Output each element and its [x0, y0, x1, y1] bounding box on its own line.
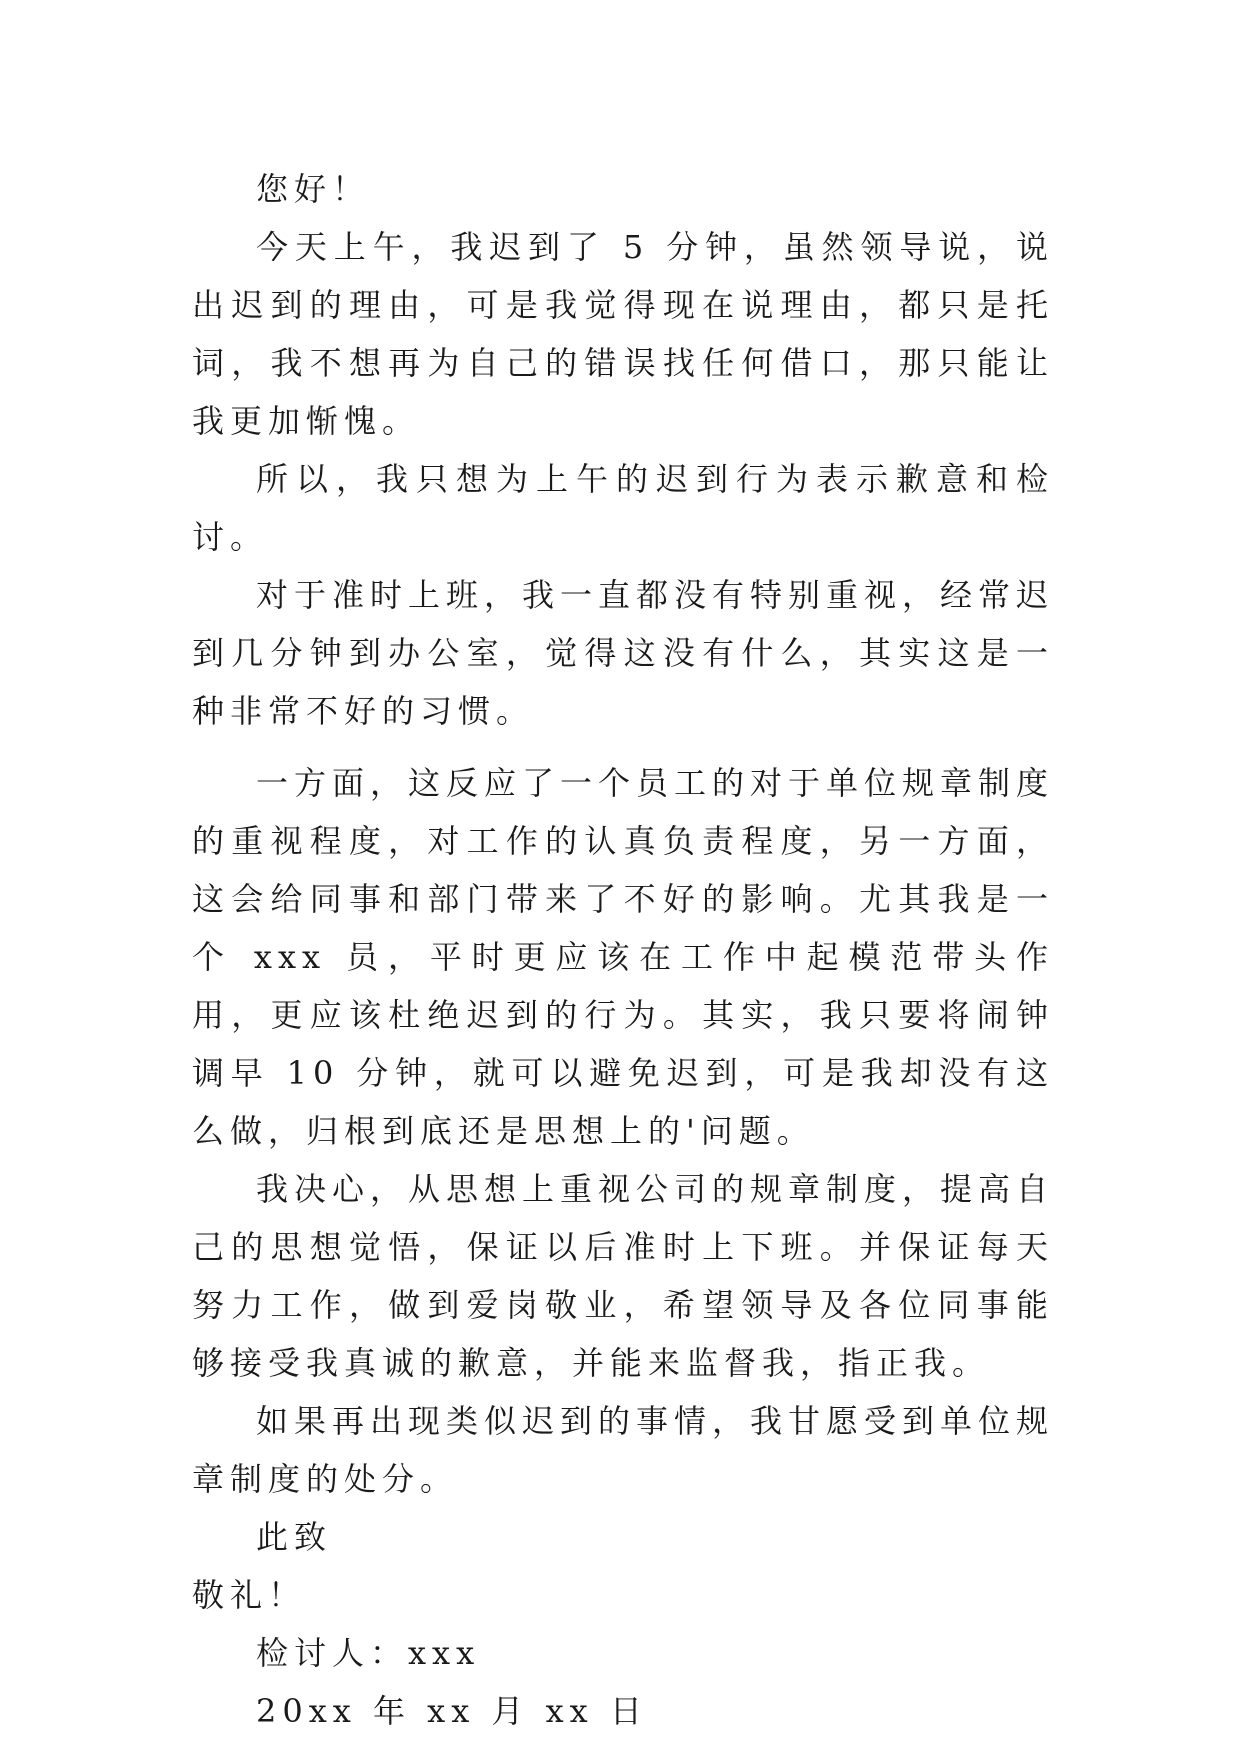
paragraph: 如果再出现类似迟到的事情，我甘愿受到单位规章制度的处分。: [192, 1402, 1055, 1498]
signature: 检讨人：xxx: [256, 1634, 481, 1672]
paragraph: 所以，我只想为上午的迟到行为表示歉意和检讨。: [192, 460, 1054, 556]
greeting: 您好！: [256, 170, 371, 208]
paragraph: 今天上午，我迟到了 5 分钟，虽然领导说，说出迟到的理由，可是我觉得现在说理由，都只是托词，我不想再为自己的错误找任何借口，那只能让我更加惭愧。: [192, 228, 1054, 440]
closing-salutation: 此致: [256, 1518, 333, 1556]
date: 20xx 年 xx 月 xx 日: [256, 1692, 648, 1730]
paragraph: 对于准时上班，我一直都没有特别重视，经常迟到几分钟到办公室，觉得这没有什么，其实这是一种非常不好的习惯。: [192, 576, 1055, 730]
closing-regards: 敬礼！: [192, 1576, 307, 1614]
paragraph: 我决心，从思想上重视公司的规章制度，提高自己的思想觉悟，保证以后准时上下班。并保证每天努力工作，做到爱岗敬业，希望领导及各位同事能够接受我真诚的歉意，并能来监督我，指正我。: [192, 1170, 1055, 1382]
document-page: [192, 160, 1054, 1740]
paragraph: 一方面，这反应了一个员工的对于单位规章制度的重视程度，对工作的认真负责程度，另一方面，这会给同事和部门带来了不好的影响。尤其我是一个 xxx 员，平时更应该在工作中起模范带头作用，更应该杜绝迟到的行为。其实，我只要将闹钟调早 10 分钟，就可以避免迟到，可是我却没有这么做，归根到底还是思想上的'问题。: [192, 764, 1055, 1150]
